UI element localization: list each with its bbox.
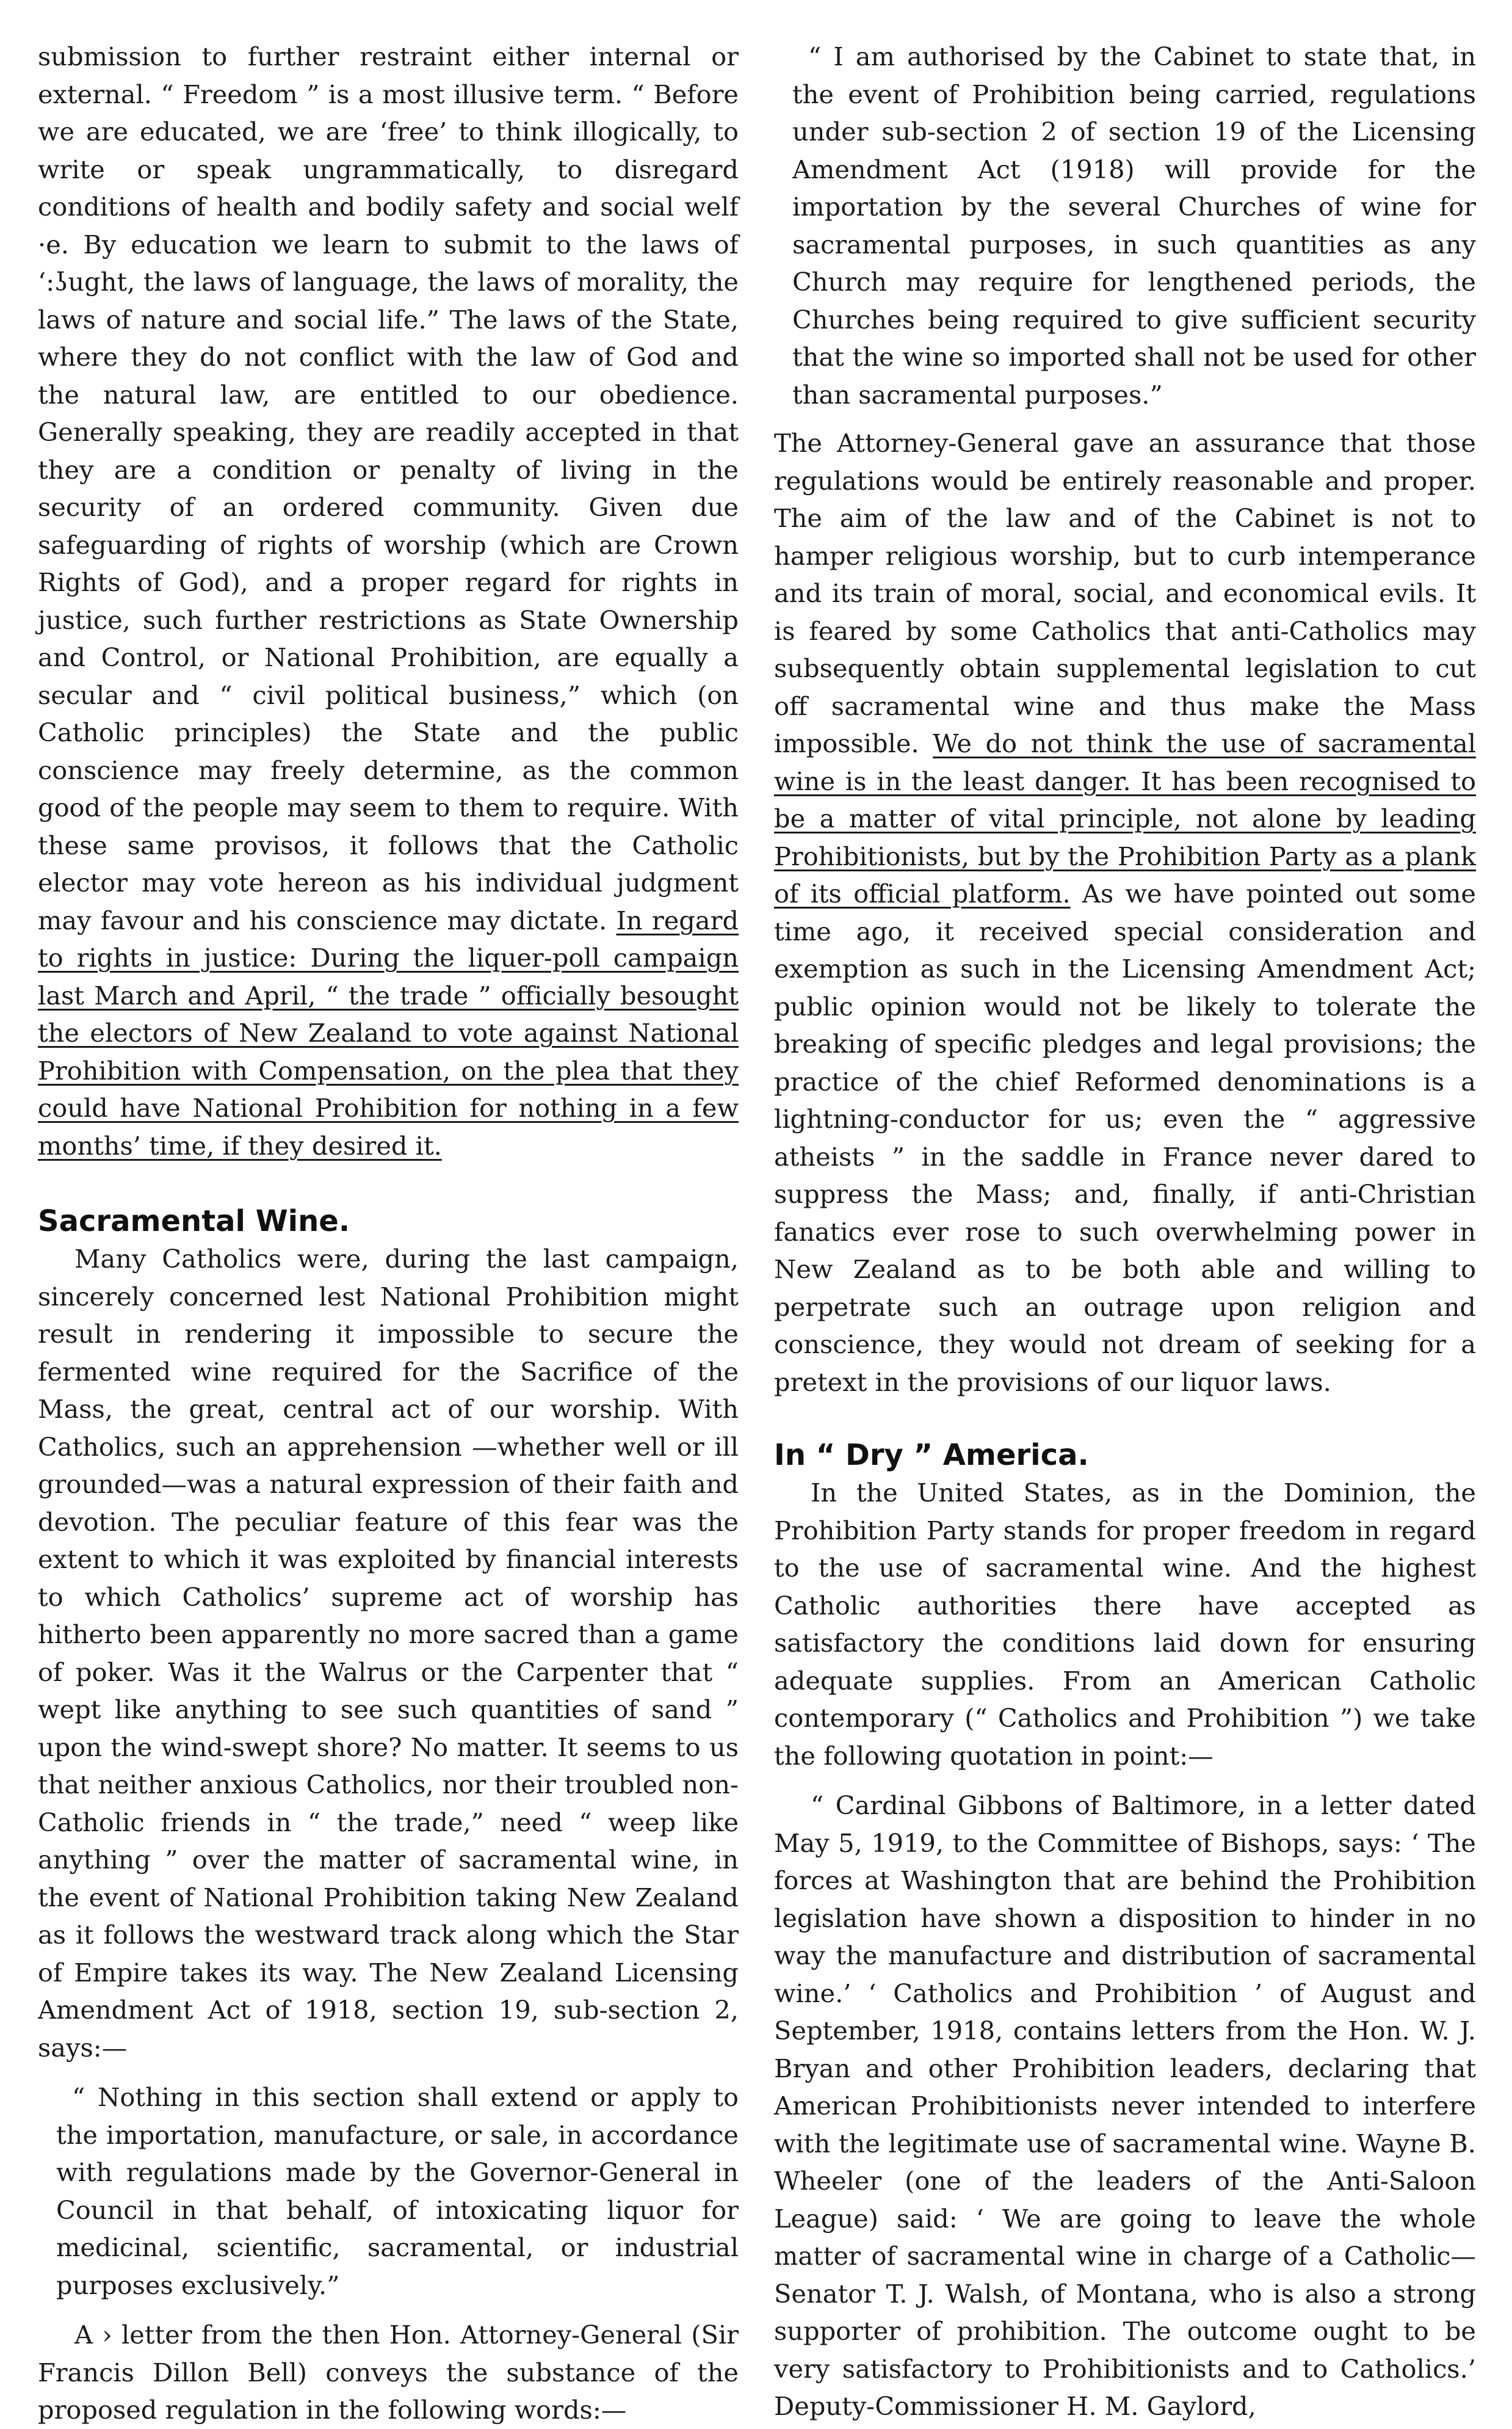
right-paragraph-2: In the United States, as in the Dominion, the Prohibition Party stands for proper freedom in regard to the use of sacramental wine. And the highest Catholic authorities there have accepted as satisfactory the conditions laid down for ensuring adequate supplies. From an American Catholic contemporary (“ Catholics and Prohibition ”) we take the following quotation in point:— [774, 1478, 1476, 1771]
left-underlined-passage: In regard to rights in justice: During the liquer-poll campaign last March and April, “ the trade ” officially besought the electors of New Zealand to vote against National Prohibition with Compensation, on the plea that they could have National Prohibition for nothing in a few months’ time, if they desired it. [38, 905, 739, 1161]
left-paragraph-3: A › letter from the then Hon. Attorney-General (Sir Francis Dillon Bell) conveys the substance of the proposed regulation in the following words:— [38, 2320, 739, 2425]
left-column [38, 38, 739, 2429]
right-paragraph-3: “ Cardinal Gibbons of Baltimore, in a letter dated May 5, 1919, to the Committee of Bishops, says: ‘ The forces at Washington that are behind the Prohibition legislation have shown a disposition to hinder in no way the manufacture and distribution of sacramental wine.’ ‘ Catholics and Prohibition ’ of August and September, 1918, contains letters from the Hon. W. J. Bryan and other Prohibition leaders, declaring that American Prohibitionists never intended to interfere with the legitimate use of sacramental wine. Wayne B. Wheeler (one of the leaders of the Anti-Saloon League) said: ‘ We are going to leave the whole matter of sacramental wine in charge of a Catholic—Senator T. J. Walsh, of Montana, who is also a strong supporter of prohibition. The outcome ought to be very satisfactory to Prohibitionists and to Catholics.’ Deputy-Commissioner H. M. Gaylord, [774, 1790, 1476, 2421]
right-column [774, 38, 1476, 2425]
left-paragraph-2: Many Catholics were, during the last campaign, sincerely concerned lest National Prohibition might result in rendering it impossible to secure the fermented wine required for the Sacrifice of the Mass, the great, central act of our worship. With Catholics, such an apprehension —whether well or ill grounded—was a natural expression of their faith and devotion. The peculiar feature of this fear was the extent to which it was exploited by financial interests to which Catholics’ supreme act of worship has hitherto been apparently no more sacred than a game of poker. Was it the Walrus or the Carpenter that “ wept like anything to see such quantities of sand ” upon the wind-swept shore? No matter. It seems to us that neither anxious Catholics, nor their troubled non-Catholic friends in “ the trade,” need “ weep like anything ” over the matter of sacramental wine, in the event of National Prohibition taking New Zealand as it follows the westward track along which the Star of Empire takes its way. The New Zealand Licensing Amendment Act of 1918, section 19, sub-section 2, says:— [38, 1244, 739, 2063]
left-paragraph-1-text: submission to further restraint either internal or external. “ Freedom ” is a most illusive term. “ Before we are educated, we are ‘free’ to think illogically, to write or speak ungrammatically, to disregard conditions of health and bodily safety and social welf ·e. By education we learn to submit to the laws of ‘:ʖught, the laws of language, the laws of morality, the laws of nature and social life.” The laws of the State, where they do not conflict with the law of God and the natural law, are entitled to our obedience. Generally speaking, they are readily accepted in that they are a condition or penalty of living in the security of an ordered community. Given due safeguarding of rights of worship (which are Crown Rights of God), and a proper regard for rights in justice, such further restrictions as State Ownership and Control, or National Prohibition, are equally a secular and “ civil political business,” which (on Catholic principles) the State and the public conscience may freely determine, as the common good of the people may seem to them to require. With these same provisos, it follows that the Catholic elector may vote hereon as his individual judgment may favour and his conscience may dictate. [38, 42, 739, 935]
left-paragraph-1 [38, 38, 739, 1164]
right-quote-text: “ I am authorised by the Cabinet to state that, in the event of Prohibition being carried, regulations under sub-section 2 of section 19 of the Licensing Amendment Act (1918) will provide for the importation by the several Churches of wine for sacramental purposes, in such quantities as any Church may require for lengthened periods, the Churches being required to give sufficient security that the wine so imported shall not be used for other than sacramental purposes.” [792, 42, 1476, 410]
right-paragraph-1-text-b: As we have pointed out some time ago, it received special consideration and exemption as such in the Licensing Amendment Act; public opinion would not be likely to tolerate the breaking of specific pledges and legal provisions; the practice of the chief Reformed denominations is a lightning-conductor for us; even the “ aggressive atheists ” in the saddle in France never dared to suppress the Mass; and, finally, if anti-Christian fanatics ever rose to such overwhelming power in New Zealand as to be both able and willing to perpetrate such an outrage upon religion and conscience, they would not dream of seeking for a pretext in the provisions of our liquor laws. [774, 879, 1476, 1397]
right-paragraph-1-text-a: The Attorney-General gave an assurance that those regulations would be entirely reasonable and proper. The aim of the law and of the Cabinet is not to hamper religious worship, but to curb intemperance and its train of moral, social, and economical evils. It is feared by some Catholics that anti-Catholics may subsequently obtain supplemental legislation to cut off sacramental wine and thus make the Mass impossible. [774, 428, 1476, 758]
left-quote-text: “ Nothing in this section shall extend or apply to the importation, manufacture, or sale, in accordance with regulations made by the Governor-General in Council in that behalf, of intoxicating liquor for medicinal, scientific, sacramental, or industrial purposes exclusively.” [56, 2082, 739, 2300]
heading-sacramental-wine: Sacramental Wine. [38, 1204, 350, 1238]
heading-dry-america: In “ Dry ” America. [774, 1438, 1089, 1472]
right-paragraph-1 [774, 424, 1476, 1401]
right-underlined-passage: We do not think the use of sacramental wine is in the least danger. It has been recognised to be a matter of vital principle, not alone by leading Prohibitionists, but by the Prohibition Party as a plank of its official platform. [774, 728, 1476, 909]
left-quote-block [38, 2079, 739, 2304]
right-quote-block [774, 38, 1476, 413]
